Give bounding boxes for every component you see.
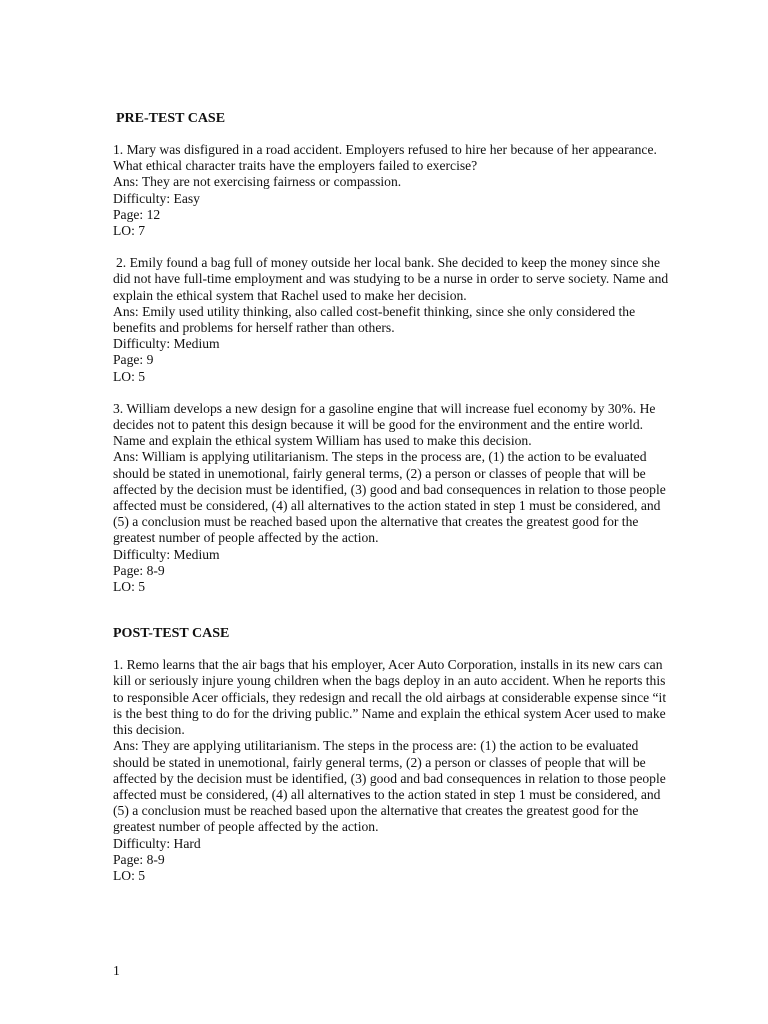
difficulty-label: Difficulty: Easy [113,190,200,206]
learning-objective: LO: 7 [113,223,146,239]
question-text: 1. Mary was disfigured in a road accident. Employers refused to hire her because of her appearance. What ethical character traits have the employers failed to exercise? [113,142,657,174]
question-text: 1. Remo learns that the air bags that his employer, Acer Auto Corporation, installs in its new cars can kill or seriously injure young children when the bags deploy in an auto accident. When he reports this to responsible Acer officials, they redesign and recall the old airbags at considerable expense since “it is the best thing to do for the driving public.” Name and explain the ethical system Acer used to make this decision. [113,657,667,738]
answer-text: Ans: Emily used utility thinking, also called cost-benefit thinking, since she only considered the benefits and problems for herself rather than others. [113,303,636,336]
document-body [113,111,673,900]
section-title-pre-test: PRE-TEST CASE [116,111,226,126]
post-test-question-1 [113,657,673,884]
answer-text: Ans: William is applying utilitarianism. The steps in the process are, (1) the action to be evaluated should be stated in unemotional, fairly general terms, (2) a person or classes of people that will be affected by the decision must be identified, (3) good and bad consequences in relation to those people affected must be considered, (4) all alternatives to the action stated in step 1 must be considered, and (5) a conclusion must be reached based upon the alternative that creates the greatest good for the greatest number of people affected by the action. [113,449,666,546]
page-reference: Page: 8-9 [113,851,165,867]
learning-objective: LO: 5 [113,579,146,595]
pre-test-question-3 [113,401,673,595]
difficulty-label: Difficulty: Hard [113,835,201,851]
question-text: 3. William develops a new design for a gasoline engine that will increase fuel economy by 30%. He decides not to patent this design because it will be good for the environment and the entire world. Name and explain the ethical system William has used to make this decision. [113,400,656,449]
section-title-post-test: POST-TEST CASE [113,626,230,642]
page-number: 1 [113,963,120,978]
pre-test-question-2 [113,255,673,385]
pre-test-question-1 [113,142,673,239]
learning-objective: LO: 5 [113,368,146,384]
difficulty-label: Difficulty: Medium [113,336,220,352]
page-reference: Page: 8-9 [113,562,165,578]
answer-text: Ans: They are not exercising fairness or compassion. [113,174,402,190]
answer-text: Ans: They are applying utilitarianism. The steps in the process are: (1) the action to be evaluated should be stated in unemotional, fairly general terms, (2) a person or classes of people that will be affected by the decision must be identified, (3) good and bad consequences in relation to those people affected must be considered, (4) all alternatives to the action stated in step 1 must be considered, and (5) a conclusion must be reached based upon the alternative that creates the greatest good for the greatest number of people affected by the action. [113,738,666,835]
learning-objective: LO: 5 [113,867,146,883]
page-reference: Page: 12 [113,206,161,222]
difficulty-label: Difficulty: Medium [113,546,220,562]
page-reference: Page: 9 [113,352,154,368]
question-text: 2. Emily found a bag full of money outside her local bank. She decided to keep the money since she did not have full-time employment and was studying to be a nurse in order to serve society. Name and explain the ethical system that Rachel used to make her decision. [113,255,669,303]
